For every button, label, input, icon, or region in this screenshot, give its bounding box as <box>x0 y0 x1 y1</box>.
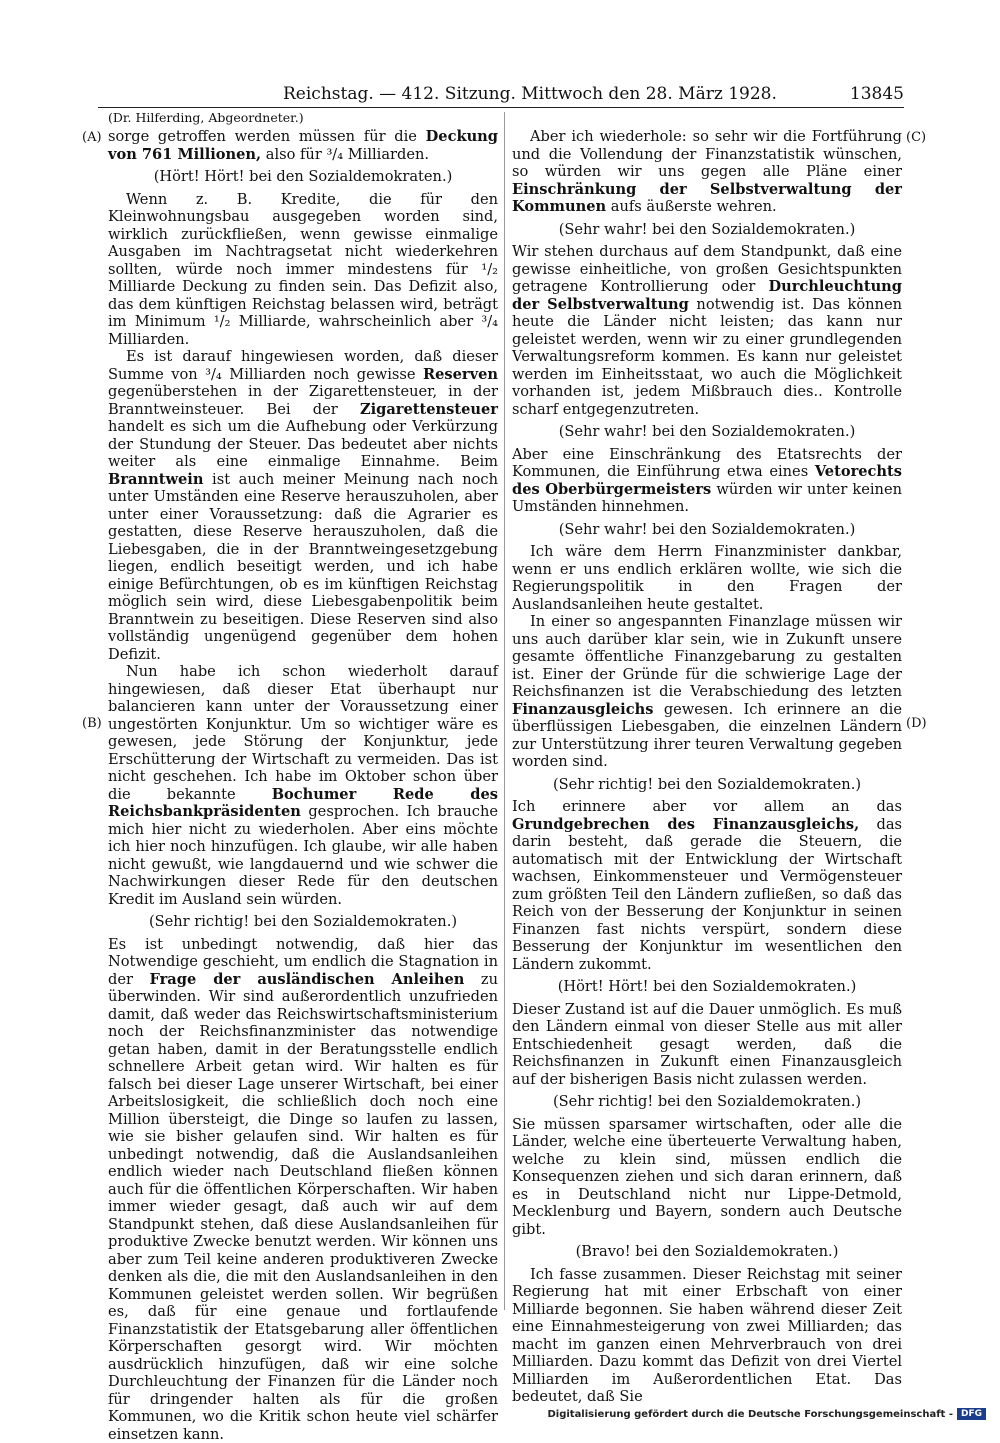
paragraph: sorge getroffen werden müssen für die Deckung von 761 Millionen, also für ³/₄ Milliarden. <box>108 128 498 163</box>
margin-marker-d: (D) <box>906 716 927 731</box>
paragraph: In einer so angespannten Finanzlage müssen wir uns auch darüber klar sein, wie in Zukunft unsere gesamte öffentliche Finanzgebarung zu gestalten ist. Einer der Gründe für die schwierige Lage der Reichsfinanzen ist die Verabschiedung des letzten Finanzausgleichs gewesen. Ich erinnere an die überflüssigen Liebesgaben, die einzelnen Ländern zur Unterstützung ihrer teuren Verwaltung gegeben worden sind. <box>512 613 902 771</box>
interjection: (Hört! Hört! bei den Sozialdemokraten.) <box>108 168 498 186</box>
footer-credit <box>547 1408 986 1420</box>
interjection: (Bravo! bei den Sozialdemokraten.) <box>512 1243 902 1261</box>
paragraph: Aber ich wiederhole: so sehr wir die Fortführung und die Vollendung der Finanzstatistik wünschen, so würden wir uns gegen alle Pläne einer Einschränkung der Selbstverwaltung der Kommunen aufs äußerste wehren. <box>512 128 902 216</box>
interjection: (Sehr wahr! bei den Sozialdemokraten.) <box>512 521 902 539</box>
right-column <box>512 128 902 1406</box>
header-title: Reichstag. — 412. Sitzung. Mittwoch den 28. März 1928. <box>283 84 777 104</box>
column-divider <box>504 112 505 1310</box>
interjection: (Sehr richtig! bei den Sozialdemokraten.) <box>512 776 902 794</box>
paragraph: Wenn z. B. Kredite, die für den Kleinwohnungsbau ausgegeben worden sind, wirklich zurückfließen, wenn gewisse einmalige Ausgaben im Nachtragsetat nicht wiederkehren sollten, würde noch immer mindestens für ¹/₂ Milliarde Deckung zu finden sein. Das Defizit also, das dem künftigen Reichstag belassen wird, beträgt im Minimum ¹/₂ Milliarde, wahrscheinlich aber ³/₄ Milliarden. <box>108 191 498 349</box>
paragraph: Aber eine Einschränkung des Etatsrechts der Kommunen, die Einführung etwa eines Vetorechts des Oberbürgermeisters würden wir unter keinen Umständen hinnehmen. <box>512 446 902 516</box>
paragraph: Ich wäre dem Herrn Finanzminister dankbar, wenn er uns endlich erklären wollte, wie sich die Regierungspolitik in den Fragen der Auslandsanleihen heute gestaltet. <box>512 543 902 613</box>
margin-marker-b: (B) <box>82 716 102 731</box>
interjection: (Sehr wahr! bei den Sozialdemokraten.) <box>512 423 902 441</box>
paragraph: Ich fasse zusammen. Dieser Reichstag mit seiner Regierung hat mit einer Erbschaft von einer Milliarde begonnen. Sie haben während dieser Zeit eine Einnahmesteigerung von zwei Milliarden; das macht im ganzen einen Mehrverbrauch von drei Milliarden. Dazu kommt das Defizit von drei Viertel Milliarden im Außerordentlichen Etat. Das bedeutet, daß Sie <box>512 1266 902 1406</box>
footer-text: Digitalisierung gefördert durch die Deutsche Forschungsgemeinschaft - <box>547 1409 953 1420</box>
paragraph: Es ist unbedingt notwendig, daß hier das Notwendige geschieht, um endlich die Stagnation in der Frage der ausländischen Anleihen zu überwinden. Wir sind außerordentlich unzufrieden damit, daß weder das Reichswirtschaftsministerium noch der Reichsfinanzminister das notwendige getan haben, damit in der Beratungsstelle endlich schnellere Arbeit getan wird. Wir halten es für falsch bei dieser Lage unserer Wirtschaft, bei einer Arbeitslosigkeit, die schließlich doch noch eine Million übersteigt, die Dinge so laufen zu lassen, wie sie bisher gelaufen sind. Wir halten es für unbedingt notwendig, daß die Auslandsanleihen endlich wieder nach Deutschland fließen können auch für die öffentlichen Körperschaften. Wir haben immer wieder gesagt, daß auch wir auf dem Standpunkt stehen, daß diese Auslandsanleihen für produktive Zwecke benutzt werden. Wir können uns aber zum Teil keine anderen produktiveren Zwecke denken als die, die mit den Auslandsanleihen in den Kommunen geleistet werden sollen. Wir begrüßen es, daß für eine genaue und fortlaufende Finanzstatistik der Etatsgebarung aller öffentlichen Körperschaften gesorgt wird. Wir möchten ausdrücklich hinzufügen, daß wir eine solche Durchleuchtung der Finanzen für die Länder noch für dringender halten als für die großen Kommunen, wo die Kritik schon heute viel schärfer einsetzen kann. <box>108 936 498 1443</box>
page-number: 13845 <box>850 84 904 104</box>
margin-marker-a: (A) <box>82 130 102 145</box>
paragraph: Sie müssen sparsamer wirtschaften, oder alle die Länder, welche eine überteuerte Verwaltung haben, welche zu klein sind, müssen endlich die Konsequenzen ziehen und sich daran erinnern, daß es in Deutschland nicht nur Lippe-Detmold, Mecklenburg und Bayern, sondern auch Deutsche gibt. <box>512 1116 902 1239</box>
speaker-line: (Dr. Hilferding, Abgeordneter.) <box>108 110 304 125</box>
interjection: (Sehr richtig! bei den Sozialdemokraten.) <box>108 913 498 931</box>
margin-marker-c: (C) <box>906 130 926 145</box>
paragraph: Wir stehen durchaus auf dem Standpunkt, daß eine gewisse einheitliche, von großen Gesichtspunkten getragene Kontrollierung oder Durchleuchtung der Selbstverwaltung notwendig ist. Das können heute die Länder nicht leisten; das kann nur geleistet werden, wenn wir zu einer grundlegenden Verwaltungsreform kommen. Es kann nur geleistet werden im Einheitsstaat, wo auch die Möglichkeit vorhanden ist, jedem Mißbrauch dies.. Kontrolle scharf entgegenzutreten. <box>512 243 902 418</box>
dfg-logo: DFG <box>957 1408 986 1420</box>
page-header <box>98 84 904 106</box>
paragraph: Dieser Zustand ist auf die Dauer unmöglich. Es muß den Ländern einmal von dieser Stelle aus mit aller Entschiedenheit gesagt werden, daß die Reichsfinanzen in Zukunft einen Finanzausgleich auf der bisherigen Basis nicht zulassen werden. <box>512 1001 902 1089</box>
paragraph: Ich erinnere aber vor allem an das Grundgebrechen des Finanzausgleichs, das darin besteht, daß gerade die Steuern, die automatisch mit der Entwicklung der Wirtschaft wachsen, Einkommensteuer und Vermögensteuer zum größten Teil den Ländern zufließen, so daß das Reich von der Besserung der Konjunktur in seinen Finanzen fast nichts verspürt, sondern diese Besserung der Konjunktur im wesentlichen den Ländern zukommt. <box>512 798 902 973</box>
left-column <box>108 128 498 1443</box>
interjection: (Sehr wahr! bei den Sozialdemokraten.) <box>512 221 902 239</box>
interjection: (Sehr richtig! bei den Sozialdemokraten.) <box>512 1093 902 1111</box>
interjection: (Hört! Hört! bei den Sozialdemokraten.) <box>512 978 902 996</box>
paragraph: Nun habe ich schon wiederholt darauf hingewiesen, daß dieser Etat überhaupt nur balancieren kann unter der Voraussetzung einer ungestörten Konjunktur. Um so wichtiger wäre es gewesen, jede Störung der Konjunktur, jede Erschütterung der Wirtschaft zu vermeiden. Das ist nicht geschehen. Ich habe im Oktober schon über die bekannte Bochumer Rede des Reichsbankpräsidenten gesprochen. Ich brauche mich hier nicht zu wiederholen. Aber eins möchte ich hier noch hinzufügen. Ich glaube, wir alle haben nicht gewußt, wie langdauernd und wie schwer die Nachwirkungen dieser Rede für den deutschen Kredit im Ausland sein würden. <box>108 663 498 908</box>
header-rule <box>98 107 904 108</box>
paragraph: Es ist darauf hingewiesen worden, daß dieser Summe von ³/₄ Milliarden noch gewisse Reserven gegenüberstehen in der Zigarettensteuer, in der Branntweinsteuer. Bei der Zigarettensteuer handelt es sich um die Aufhebung oder Verkürzung der Stundung der Steuer. Das bedeutet aber nichts weiter als eine einmalige Einnahme. Beim Branntwein ist auch meiner Meinung nach noch unter Umständen eine Reserve herauszuholen, aber unter einer Voraussetzung: daß die Agrarier es gestatten, diese Reserve herauszuholen, daß die Liebesgaben, die in der Branntweingesetzgebung liegen, endlich beseitigt werden, und ich habe einige Befürchtungen, ob es im künftigen Reichstag möglich sein wird, diese Liebesgabenpolitik beim Branntwein zu beseitigen. Diese Reserven sind also vollständig ungenügend gegenüber dem hohen Defizit. <box>108 348 498 663</box>
